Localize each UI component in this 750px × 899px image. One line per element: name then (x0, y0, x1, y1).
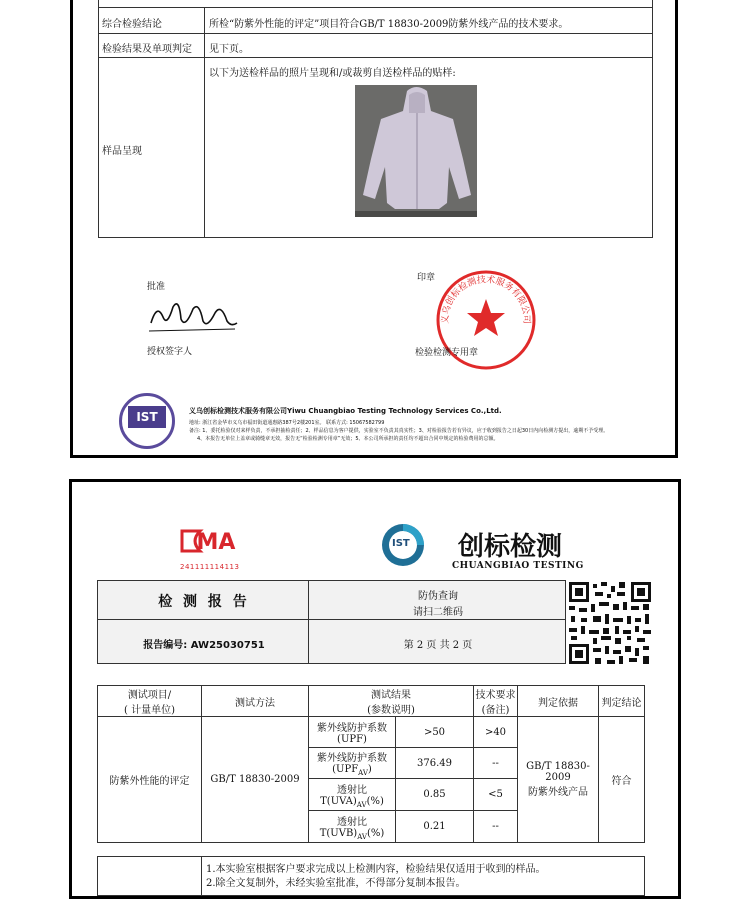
col-header-conclusion: 判定结论 (598, 685, 645, 717)
brand-logo: IST (380, 522, 426, 568)
page-info-cell: 第 2 页 共 2 页 (308, 619, 566, 664)
svg-text:义乌创标检测技术服务有限公司: 义乌创标检测技术服务有限公司 (440, 275, 532, 325)
svg-text:MA: MA (196, 530, 236, 555)
sample-photo (355, 85, 477, 217)
requirement-cell: -- (473, 747, 518, 779)
value-cell: >50 (395, 716, 474, 748)
anti-fake-cell: 防伪查询 请扫二维码 (308, 580, 566, 620)
basis-cell: GB/T 18830-2009 防紫外线产品 (517, 716, 599, 843)
value-cell: 0.21 (395, 810, 474, 843)
value-cell: 376.49 (395, 747, 474, 779)
requirement-cell: <5 (473, 778, 518, 811)
report-number-cell: 报告编号: AW25030751 (97, 619, 309, 664)
param-cell: 透射比 $T(UVA)_{AV}(\%)$ (308, 778, 396, 811)
report-page-1: 综合检验结论 所检“防紫外性能的评定”项目符合GB/T 18830-2009防紫外线产品的技术要求。 检验结果及单项判定 见下页。 样品呈现 以下为送检样品的照片呈现和/或裁剪自送检样品的贴样: 批准 授权签字人 印章 义乌创标检测技术服务有限公司 检验检测专用章 IST 义乌创标检测技术服务有限公司Yiwu Chuangbiao Testing Technology Services Co.,Ltd. 地址: 浙江省金华市义乌市福田街道通惠路387号2楼201室。 联系方式: 15067582799 备注: 1、委托检验仅对来样负责，不承担抽检责任；2、样品信息为客户提供，实验室不负责其真实性；3、对检验报告若有异议，应于收到报告之日起30日内向检测方提出，逾期不予受理。 4、本报告无单位上盖章或骑缝章无效，报告无“检验检测专用章”无效；5、本公司所承担的责任均不超出合同中规定的检验费用的总额。 (70, 0, 678, 458)
col-header-basis: 判定依据 (517, 685, 599, 717)
col-header-requirement: 技术要求 (备注) (473, 685, 518, 717)
method-cell: GB/T 18830-2009 (201, 716, 309, 843)
sample-label-cell: 样品呈现 (98, 57, 205, 238)
cma-logo (178, 527, 244, 563)
requirement-cell: -- (473, 810, 518, 843)
conclusion-value-cell: 所检“防紫外性能的评定”项目符合GB/T 18830-2009防紫外线产品的技术要求。 (204, 7, 653, 34)
results-label-cell: 检验结果及单项判定 (98, 33, 205, 58)
item-cell: 防紫外性能的评定 (97, 716, 202, 843)
col-header-item: 测试项目/ ( 计量单位) (97, 685, 202, 717)
remarks-cell: 1.本实验室根据客户要求完成以上检测内容，检验结果仅适用于收到的样品。 2.除全文复制外，未经实验室批准，不得部分复制本报告。 (201, 856, 645, 896)
signature (145, 293, 240, 338)
param-cell: 紫外线防护系数 $(UPF_{AV})$ (308, 747, 396, 779)
col-header-method: 测试方法 (201, 685, 309, 717)
conclusion-label-cell: 综合检验结论 (98, 7, 205, 34)
param-cell: 紫外线防护系数 (UPF) (308, 716, 396, 748)
info-table (98, 0, 653, 238)
requirement-cell: >40 (473, 716, 518, 748)
results-value-cell: 见下页。 (204, 33, 653, 58)
col-header-result: 测试结果 (参数说明) (308, 685, 474, 717)
qr-code[interactable] (567, 580, 653, 666)
conclusion-cell: 符合 (598, 716, 645, 843)
remarks-label-cell (97, 856, 202, 896)
report-page-2: MA 241111114113 IST 创标检测 CHUANGBIAO TESTING 检 测 报 告 防伪查询 请扫二维码 报告编号: AW25030751 第 2 页 共 2 页 测试项目/ ( 计量单位) 测试方法 测试结果 (参数说明) 技术要求 (备注) 判定依据 判定结论 防紫外性能的评定 GB/T 18830-2009 GB/T 18830-2009 防紫外线产品 符合 紫外线防护系数 (UPF) >50 >40 紫外线防护系数 $(UPF_{AV})$ 376.49 -- 透射比 $T(UVA)_{AV}(\%)$ 0.85 <5 透射比 $T(UVB)_{AV}(\%)$ 0.21 -- 1.本实验室根据客户要求完成以上检测内容，检验结果仅适用于收到的样品。 2.除全文复制外，未经实验室批准，不得部分复制本报告。 (69, 479, 681, 899)
param-cell: 透射比 $T(UVB)_{AV}(\%)$ (308, 810, 396, 843)
sample-value-cell: 以下为送检样品的照片呈现和/或裁剪自送检样品的贴样: (204, 57, 653, 238)
ist-footer-logo: IST (119, 393, 175, 449)
report-title-cell: 检 测 报 告 (97, 580, 309, 620)
results-table (97, 685, 647, 889)
value-cell: 0.85 (395, 778, 474, 811)
